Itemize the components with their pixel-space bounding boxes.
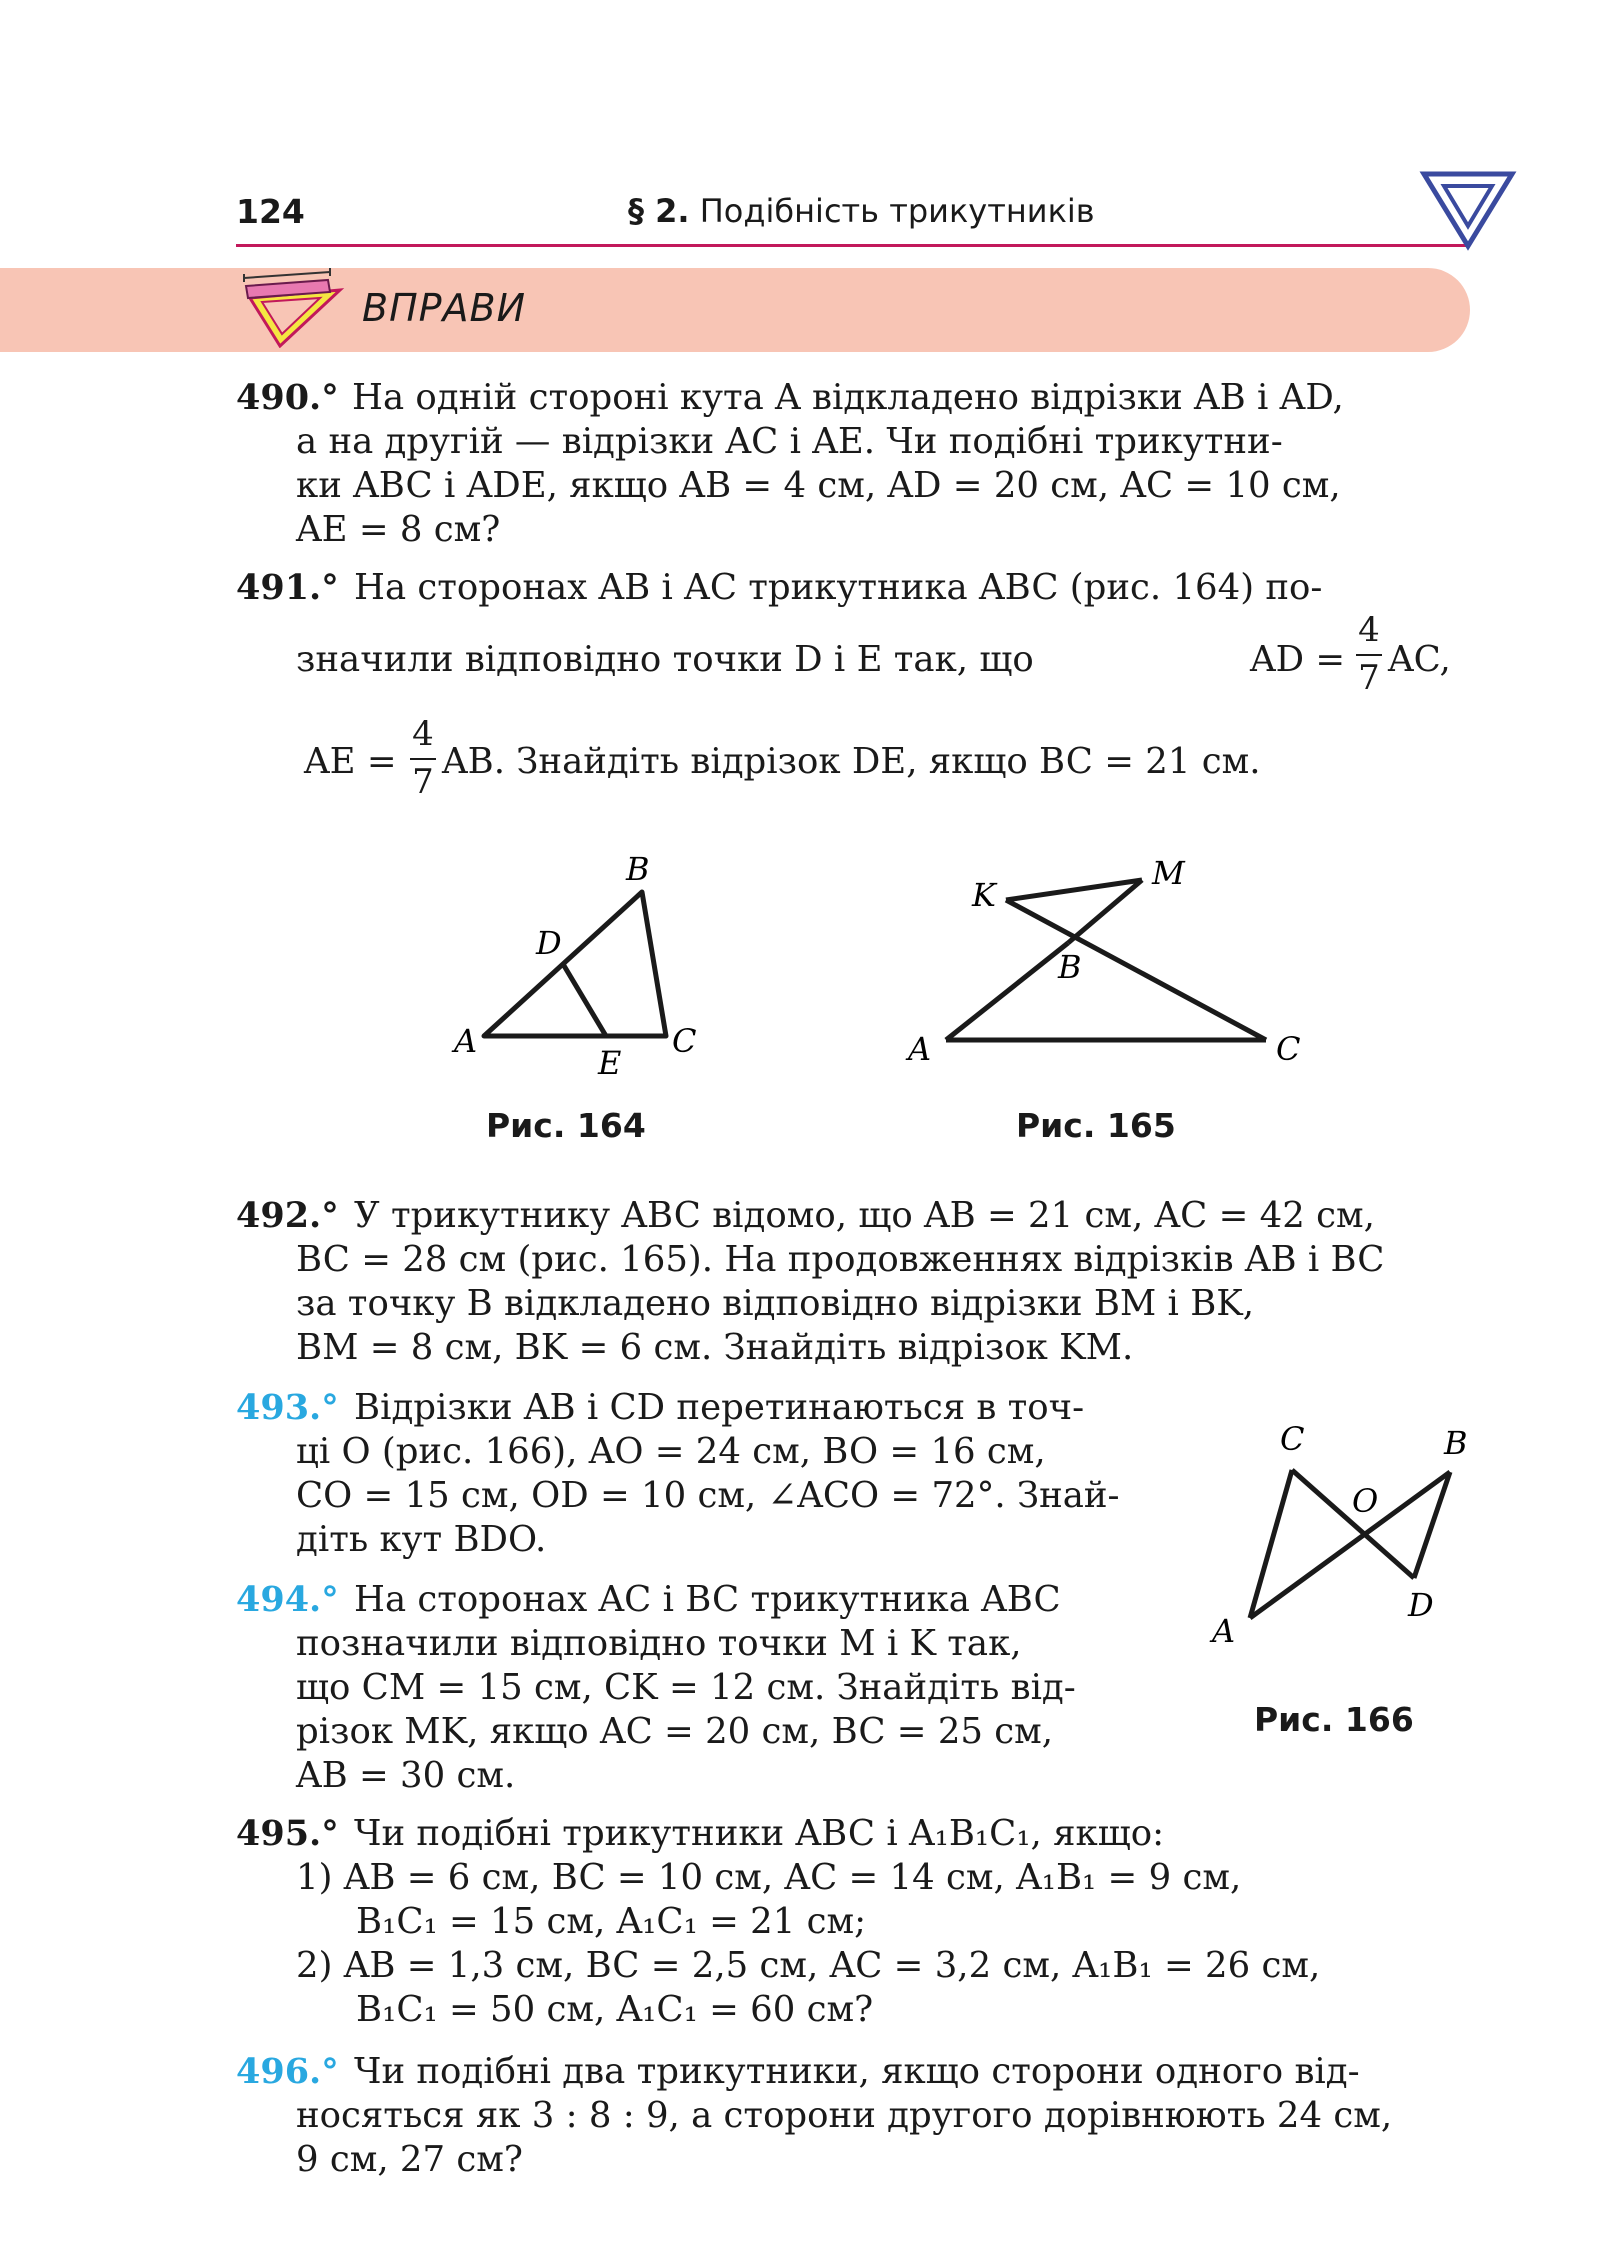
problem-number: 493.°: [236, 1387, 339, 1428]
ruler-triangle-icon: [240, 268, 350, 348]
label-k: K: [972, 876, 996, 914]
problem-number: 492.°: [236, 1195, 339, 1236]
fraction-bar: [410, 758, 436, 760]
figure-caption: Рис. 164: [486, 1106, 646, 1145]
problem-text-line: AD =: [1250, 639, 1346, 680]
label-m: M: [1152, 854, 1185, 892]
label-c: C: [1276, 1030, 1301, 1068]
problem-text-line: 1) AB = 6 см, BC = 10 см, AC = 14 см, A₁B₁ = 9 см,: [296, 1857, 1242, 1898]
problem-text-line: Відрізки AB і CD перетинаються в точ-: [354, 1387, 1085, 1428]
problem-text-line: що CM = 15 см, CK = 12 см. Знайдіть від-: [296, 1667, 1076, 1708]
segment-ab: [946, 943, 1068, 1040]
label-c: C: [672, 1022, 697, 1060]
figure-164: [440, 840, 720, 1080]
figure-caption: Рис. 165: [1016, 1106, 1176, 1145]
problem-number: 496.°: [236, 2051, 339, 2092]
fraction-denominator: 7: [412, 762, 434, 802]
segment-ac: [1250, 1470, 1292, 1618]
label-c: C: [1280, 1420, 1305, 1458]
problem-text-line: AB. Знайдіть відрізок DE, якщо BC = 21 см.: [442, 741, 1261, 782]
problem-text-line: У трикутнику ABC відомо, що AB = 21 см, AC = 42 см,: [354, 1195, 1375, 1236]
exercises-banner: [0, 268, 1470, 352]
fraction-numerator: 4: [1358, 610, 1380, 650]
page-number: 124: [236, 192, 305, 231]
section-number: § 2.: [628, 192, 690, 230]
problem-text-line: CO = 15 см, OD = 10 см, ∠ACO = 72°. Знай-: [296, 1475, 1120, 1516]
problem-text-line: На одній стороні кута A відкладено відрізки AB і AD,: [352, 377, 1344, 418]
problem-text-line: На сторонах AC і BC трикутника ABC: [354, 1579, 1061, 1620]
figure-165: [900, 850, 1320, 1080]
triangle-abc: [484, 892, 666, 1036]
label-a: A: [1212, 1612, 1236, 1650]
label-d: D: [1408, 1586, 1434, 1624]
problem-text-line: позначили відповідно точки M і K так,: [296, 1623, 1022, 1664]
problem-text-line: 9 см, 27 см?: [296, 2139, 523, 2180]
header-rule: [236, 244, 1468, 247]
problem-number: 494.°: [236, 1579, 339, 1620]
problem-number: 491.°: [236, 567, 339, 608]
label-a: A: [908, 1030, 932, 1068]
section-title: [628, 192, 1095, 230]
label-o: O: [1352, 1482, 1379, 1520]
label-d: D: [536, 924, 562, 962]
segment-bc-extended: [1006, 900, 1266, 1040]
problem-text-line: ки ABC і ADE, якщо AB = 4 см, AD = 20 см, AC = 10 см,: [296, 465, 1341, 506]
problem-text-line: BC = 28 см (рис. 165). На продовженнях відрізків AB і BC: [296, 1239, 1385, 1280]
problem-text-line: B₁C₁ = 50 см, A₁C₁ = 60 см?: [356, 1989, 874, 2030]
figure-caption: Рис. 166: [1254, 1700, 1414, 1739]
label-b: B: [626, 850, 650, 888]
problem-text-line: носяться як 3 : 8 : 9, а сторони другого дорівнюють 24 см,: [296, 2095, 1393, 2136]
label-b: B: [1444, 1424, 1468, 1462]
problem-text-line: діть кут BDO.: [296, 1519, 547, 1560]
fraction-numerator: 4: [412, 714, 434, 754]
banner-title: ВПРАВИ: [362, 286, 527, 330]
problem-text-line: AC,: [1388, 639, 1451, 680]
problem-text-line: B₁C₁ = 15 см, A₁C₁ = 21 см;: [356, 1901, 867, 1942]
triangle-logo-icon: [1418, 168, 1518, 252]
problem-text-line: 2) AB = 1,3 см, BC = 2,5 см, AC = 3,2 см, A₁B₁ = 26 см,: [296, 1945, 1321, 1986]
problem-text-line: На сторонах AB і AC трикутника ABC (рис. 164) по-: [354, 567, 1323, 608]
problem-text-line: а на другій — відрізки AC і AE. Чи подібні трикутни-: [296, 421, 1283, 462]
problem-text-line: BM = 8 см, BK = 6 см. Знайдіть відрізок KM.: [296, 1327, 1134, 1368]
problem-text-line: ці O (рис. 166), AO = 24 см, BO = 16 см,: [296, 1431, 1046, 1472]
label-e: E: [598, 1044, 622, 1080]
fraction-bar: [1356, 654, 1382, 656]
problem-text-line: за точку B відкладено відповідно відрізки BM і BK,: [296, 1283, 1255, 1324]
fraction-denominator: 7: [1358, 658, 1380, 698]
problem-number: 490.°: [236, 377, 339, 418]
problem-text-line: AE = 8 см?: [296, 509, 501, 550]
segment-de: [563, 964, 606, 1036]
problem-text-line: Чи подібні два трикутники, якщо сторони одного від-: [354, 2051, 1360, 2092]
section-name: Подібність трикутників: [699, 192, 1095, 230]
label-a: A: [454, 1022, 478, 1060]
label-b: B: [1058, 948, 1082, 986]
problem-text-line: різок MK, якщо AC = 20 см, BC = 25 см,: [296, 1711, 1054, 1752]
figure-166: [1200, 1410, 1490, 1650]
problem-text-line: Чи подібні трикутники ABC і A₁B₁C₁, якщо:: [354, 1813, 1165, 1854]
problem-text-line: AE =: [304, 741, 397, 782]
problem-text-line: AB = 30 см.: [296, 1755, 516, 1796]
problem-text-line: значили відповідно точки D і E так, що: [296, 639, 1034, 680]
problem-number: 495.°: [236, 1813, 339, 1854]
